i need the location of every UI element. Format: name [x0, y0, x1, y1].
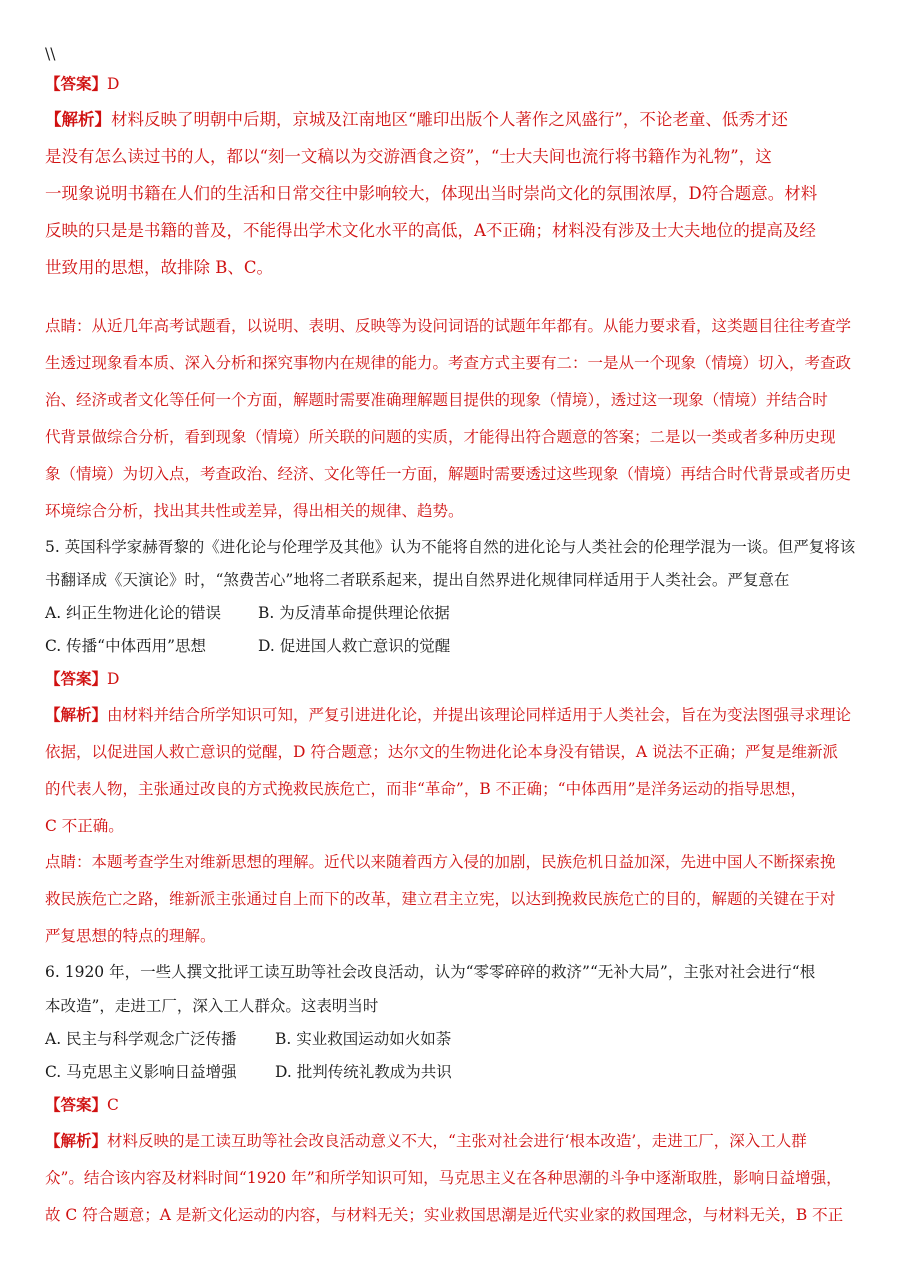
q6-stem-line-1: 6. 1920 年，一些人撰文批评工读互助等社会改良活动，认为“零零碎碎的救济”“无补大局”，主张对社会进行“根 — [45, 963, 816, 981]
q5-option-c: C. 传播“中体西用”思想 — [45, 637, 207, 655]
q4-analysis-line-4: 反映的只是是书籍的普及，不能得出学术文化水平的高低，A不正确；材料没有涉及士大夫地位的提高及经 — [45, 221, 816, 240]
answer-label: 【答案】 — [45, 1095, 108, 1114]
q5-analysis-line-4: C 不正确。 — [45, 817, 124, 835]
q5-tip-line-1: 点睛：本题考查学生对维新思想的理解。近代以来随着西方入侵的加剧，民族危机日益加深，先进中国人不断探索挽 — [45, 853, 836, 871]
q4-answer — [45, 74, 119, 94]
q6-analysis-line-2: 众”。结合该内容及材料时间“1920 年”和所学知识可知，马克思主义在各种思潮的斗争中逐渐取胜，影响日益增强， — [45, 1169, 842, 1187]
q5-stem-line-1: 5. 英国科学家赫胥黎的《进化论与伦理学及其他》认为不能将自然的进化论与人类社会的伦理学混为一谈。但严复将该 — [45, 538, 856, 556]
q5-analysis-line-3: 的代表人物，主张通过改良的方式挽救民族危亡，而非“革命”，B 不正确；“中体西用”是洋务运动的指导思想， — [45, 780, 807, 798]
answer-label: 【答案】 — [45, 669, 108, 688]
q4-tip-line-4: 代背景做综合分析，看到现象（情境）所关联的问题的实质，才能得出符合题意的答案；二是以一类或者多种历史现 — [45, 428, 836, 446]
answer-value: D — [107, 75, 120, 93]
analysis-label: 【解析】 — [45, 1131, 108, 1150]
q6-option-d: D. 批判传统礼教成为共识 — [275, 1063, 452, 1081]
q6-analysis-line-1: 【解析】材料反映的是工读互助等社会改良活动意义不大，“主张对社会进行‘根本改造’，走进工厂，深入工人群 — [45, 1131, 807, 1150]
q6-analysis-line-3: 故 C 符合题意；A 是新文化运动的内容，与材料无关；实业救国思潮是近代实业家的救国理念，与材料无关，B 不正 — [45, 1206, 844, 1224]
answer-value: C — [107, 1096, 119, 1114]
q5-stem-line-2: 书翻译成《天演论》时，“煞费苦心”地将二者联系起来，提出自然界进化规律同样适用于人类社会。严复意在 — [45, 571, 790, 589]
analysis-label: 【解析】 — [45, 705, 108, 724]
answer-value: D — [107, 670, 120, 688]
q4-tip-line-5: 象（情境）为切入点，考查政治、经济、文化等任一方面，解题时需要透过这些现象（情境）再结合时代背景或者历史 — [45, 465, 852, 483]
q4-analysis-line-2: 是没有怎么读过书的人，都以“刻一文稿以为交游酒食之资”，“士大夫间也流行将书籍作为礼物”，这 — [45, 147, 772, 166]
q6-option-b: B. 实业救国运动如火如荼 — [275, 1030, 452, 1048]
q4-analysis-line-5: 世致用的思想，故排除 B、C。 — [45, 258, 273, 277]
analysis-label: 【解析】 — [45, 110, 111, 129]
q5-answer — [45, 669, 119, 689]
q5-tip-line-3: 严复思想的特点的理解。 — [45, 927, 216, 945]
q5-analysis-line-2: 依据，以促进国人救亡意识的觉醒，D 符合题意；达尔文的生物进化论本身没有错误，A 说法不正确；严复是维新派 — [45, 743, 838, 761]
q4-analysis-line-1: 【解析】材料反映了明朝中后期，京城及江南地区“雕印出版个人著作之风盛行”，不论老童、低秀才还 — [45, 110, 788, 129]
q6-stem-line-2: 本改造”，走进工厂，深入工人群众。这表明当时 — [45, 997, 379, 1015]
q6-option-c: C. 马克思主义影响日益增强 — [45, 1063, 237, 1081]
answer-label: 【答案】 — [45, 74, 108, 93]
q5-option-d: D. 促进国人救亡意识的觉醒 — [258, 637, 451, 655]
q4-tip-line-6: 环境综合分析，找出其共性或差异，得出相关的规律、趋势。 — [45, 502, 464, 520]
q5-option-b: B. 为反清革命提供理论依据 — [258, 604, 450, 622]
q6-option-a: A. 民主与科学观念广泛传播 — [45, 1030, 237, 1048]
q5-option-a: A. 纠正生物进化论的错误 — [45, 604, 222, 622]
q5-analysis-line-1: 【解析】由材料并结合所学知识可知，严复引进进化论，并提出该理论同样适用于人类社会，旨在为变法图强寻求理论 — [45, 705, 852, 724]
q4-tip-line-3: 治、经济或者文化等任何一个方面，解题时需要准确理解题目提供的现象（情境），透过这一现象（情境）并结合时 — [45, 391, 828, 409]
q4-tip-line-2: 生透过现象看本质、深入分析和探究事物内在规律的能力。考查方式主要有二：一是从一个现象（情境）切入，考查政 — [45, 354, 852, 372]
q4-tip-line-1: 点睛：从近几年高考试题看，以说明、表明、反映等为设问词语的试题年年都有。从能力要求看，这类题目往往考查学 — [45, 317, 852, 335]
q6-answer — [45, 1095, 119, 1115]
top-mark: \\ — [45, 45, 56, 63]
q4-analysis-line-3: 一现象说明书籍在人们的生活和日常交往中影响较大，体现出当时崇尚文化的氛围浓厚，D符合题意。材料 — [45, 184, 818, 203]
q5-tip-line-2: 救民族危亡之路，维新派主张通过自上而下的改革，建立君主立宪，以达到挽救民族危亡的目的，解题的关键在于对 — [45, 890, 836, 908]
